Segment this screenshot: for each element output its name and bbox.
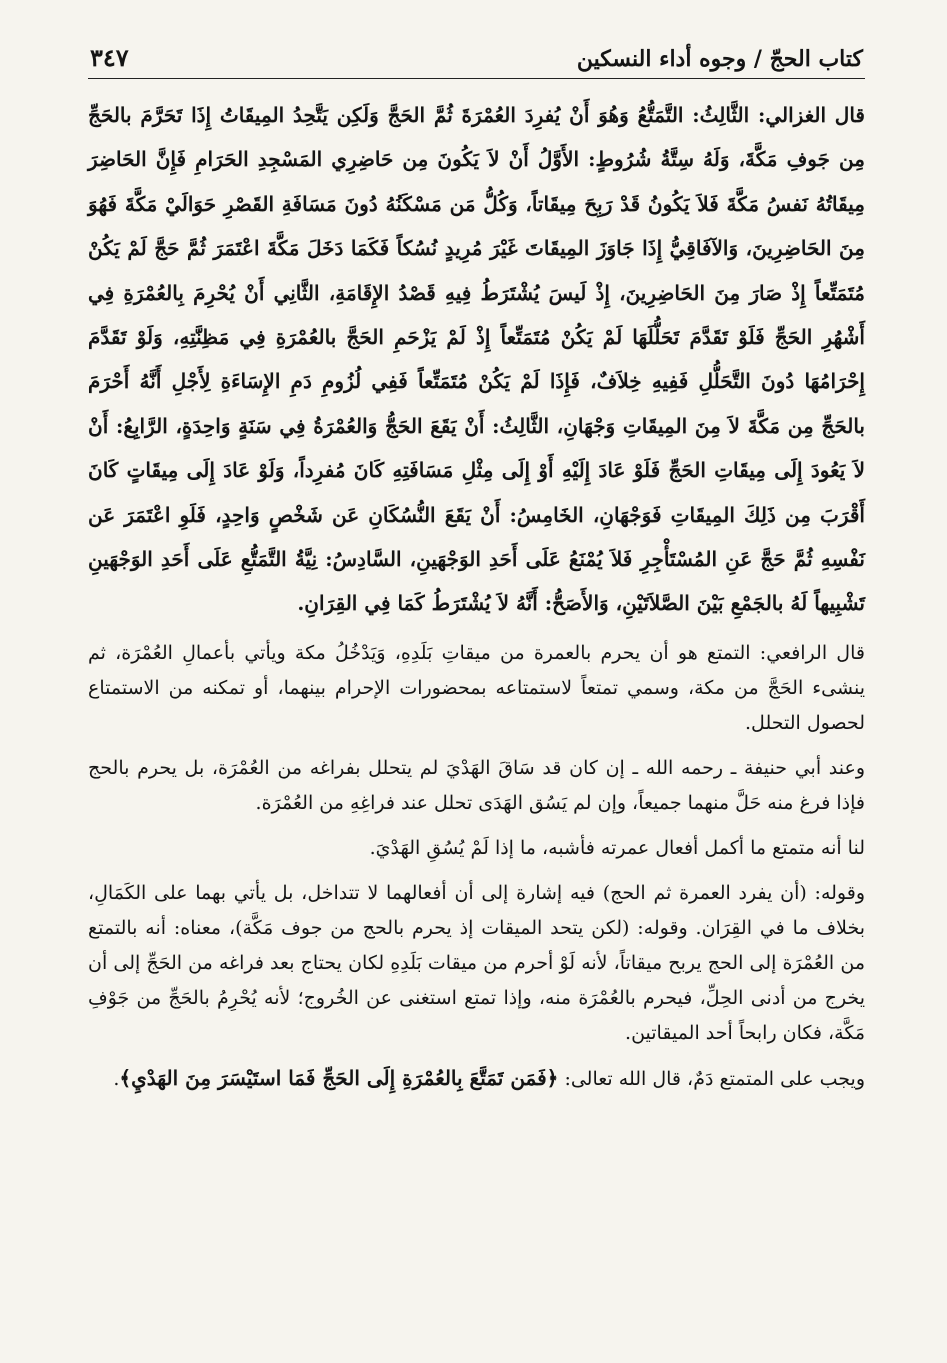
quran-quote: ﴿فَمَن تَمَتَّعَ بِالعُمْرَةِ إِلَى الحَجِّ فَمَا استَيْسَرَ مِنَ الهَدْيِ﴾ (119, 1065, 559, 1090)
closing-end: . (113, 1067, 120, 1090)
running-title: كتاب الحجّ / وجوه أداء النسكين (576, 46, 863, 72)
page-body (88, 79, 865, 1097)
page-number: ٣٤٧ (90, 43, 129, 72)
closing-paragraph (88, 1061, 865, 1097)
sharh-paragraph-4: وقوله: (أن يفرد العمرة ثم الحج) فيه إشارة إلى أن أفعالهما لا تتداخل، بل يأتي بهما على الكَمَالِ، بخلاف ما في القِرَان. وقوله: (لكن يتحد الميقات إذ يحرم بالحج من جوف مَكَّة)، معناه: أنه بالتمتع من العُمْرَة إلى الحج يربح ميقاتاً، لأنه لَوْ أحرم من ميقات بَلَدِهِ لكان يحتاج بعد فراغه من الحَجِّ إلى أن يخرج من أدنى الحِلِّ، فيحرم بالعُمْرَة منه، وإذا تمتع استغنى عن الخُروج؛ لأنه يُحْرِمُ بالحَجِّ من جَوْفِ مَكَّة، فكان رابحاً أحد الميقاتين. (88, 881, 865, 1044)
sharh-paragraph-2: وعند أبي حنيفة ـ رحمه الله ـ إن كان قد سَاقَ الهَدْيَ لم يتحلل بفراغه من العُمْرَة، بل يحرم بالحج فإذا فرغ منه حَلَّ منهما جميعاً، وإن لم يَسُق الهَدَى تحلل عند فراغِهِ من العُمْرَة. (88, 756, 865, 814)
closing-lead-in: ويجب على المتمتع دَمٌ، قال الله تعالى: (558, 1067, 865, 1090)
matn-paragraph: قال الغزالي: الثَّالِثُ: التَّمَتُّعُ وَهُوَ أَنْ يُفرِدَ العُمْرَةَ ثُمَّ الحَجَّ وَلَكِن يَتَّحِدُ المِيقَاتُ إِذَا تَحَرَّمَ بالحَجِّ مِن جَوفِ مَكَّةَ، وَلَهُ سِتَّةُ شُرُوطٍ: الأَوَّلُ أَنْ لاَ يَكُونَ مِن حَاضِرِي المَسْجِدِ الحَرَامِ فَإِنَّ الحَاضِرَ مِيقَاتُهُ نَفسُ مَكَّةَ فَلاَ يَكُونُ قَدْ رَبِحَ مِيقَاتاً، وَكُلُّ مَن مَسْكَنُهُ دُونَ مَسَافَةِ القَصْرِ حَوَالَيْ مَكَّةَ فَهُوَ مِنَ الحَاضِرِينَ، وَالآفَاقِيُّ إِذَا جَاوَزَ المِيقَاتَ غَيْرَ مُرِيدٍ نُسُكاً فَكَمَا دَخَلَ مَكَّةَ اعْتَمَرَ ثُمَّ حَجَّ لَمْ يَكُنْ مُتَمَتِّعاً إِذْ صَارَ مِنَ الحَاضِرِينَ، إِذْ لَيسَ يُشْتَرَطُ فِيهِ قَصْدُ الإِقَامَةِ، الثَّانِي أَنْ يُحْرِمَ بِالعُمْرَةِ فِي أَشْهُرِ الحَجِّ فَلَوْ تَقَدَّمَ تَحَلُّلَهَا لَمْ يَكُنْ مُتَمَتِّعاً إِذْ لَمْ يَزْحَمِ الحَجَّ بالعُمْرَةِ فِي مَظِنَّتِهِ، وَلَوْ تَقَدَّمَ إِحْرَامُهَا دُونَ التَّحَلُّلِ فَفِيهِ خِلاَفٌ، فَإِذَا لَمْ يَكُنْ مُتَمَتِّعاً فَفِي لُزُومِ دَمِ الإِسَاءَةِ لِأَجْلِ أَنَّهُ أَحْرَمَ بالحَجِّ مِن مَكَّةَ لاَ مِنَ المِيقَاتِ وَجْهَانِ، الثَّالِثُ: أَنْ يَقَعَ الحَجُّ وَالعُمْرَةُ فِي سَنَةٍ وَاحِدَةٍ، الرَّابِعُ: أَنْ لاَ يَعُودَ إِلَى مِيقَاتِ الحَجِّ فَلَوْ عَادَ إِلَيْهِ أَوْ إِلَى مِثْلِ مَسَافَتِهِ كَانَ مُفرِداً، وَلَوْ عَادَ إِلَى مِيقَاتٍ كَانَ أَقْرَبَ مِن ذَلِكَ المِيقَاتِ فَوَجْهَانِ، الخَامِسُ: أَنْ يَقَعَ النُّسُكَانِ عَن شَخْصٍ وَاحِدٍ، فَلَوِ اعْتَمَرَ عَن نَفْسِهِ ثُمَّ حَجَّ عَنِ المُسْتَأْجِرِ فَلاَ يُمْنَعُ عَلَى أَحَدِ الوَجْهَينِ، السَّادِسُ: نِيَّةُ التَّمَتُّعِ عَلَى أَحَدِ الوَجْهَينِ تَشْبِيهاً لَهُ بالجَمْعِ بَيْنَ الصَّلاَتَيْنِ، وَالأَصَحُّ: أَنَّهُ لاَ يُشْتَرَطُ كَمَا فِي القِرَانِ. (88, 103, 865, 616)
sharh-paragraph-3: لنا أنه متمتع ما أكمل أفعال عمرته فأشبه، ما إذا لَمْ يُسُقِ الهَدْيَ. (369, 836, 865, 859)
running-header (88, 26, 865, 79)
sharh-paragraph-1: قال الرافعي: التمتع هو أن يحرم بالعمرة من ميقاتِ بَلَدِهِ، وَيَدْخُلُ مكة ويأتي بأعمالِ العُمْرَة، ثم ينشىء الحَجَّ من مكة، وسمي تمتعاً لاستمتاعه بمحضورات الإحرام بينهما، أو تمكنه من الاستمتاع لحصول التحلل. (88, 641, 865, 734)
